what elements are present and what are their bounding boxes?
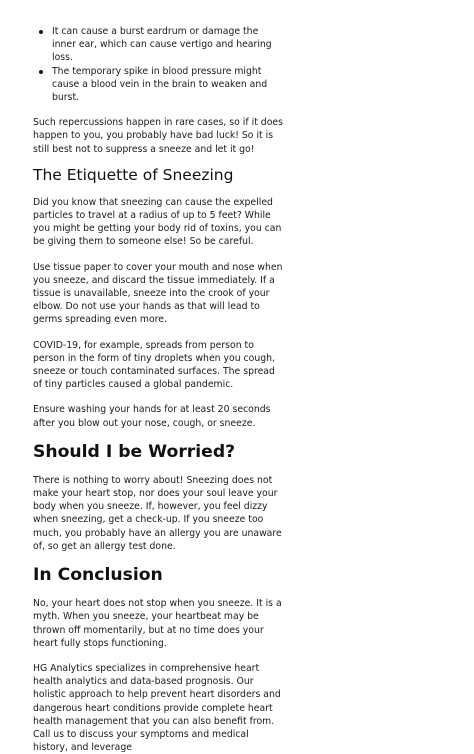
heading-etiquette: The Etiquette of Sneezing: [33, 165, 234, 184]
heading-worried: Should I be Worried?: [33, 441, 236, 462]
bullet-list: [33, 25, 285, 104]
article-body: [33, 25, 285, 754]
paragraph-covid: COVID-19, for example, spreads from person to person in the form of tiny droplets when you cough, sneeze or touch contaminated surfaces. The spread of tiny particles caused a global pandemic.: [33, 339, 275, 391]
bullet-icon: [39, 70, 43, 74]
paragraph-particles: Did you know that sneezing can cause the expelled particles to travel at a radius of up to 5 feet? While you might be getting your body rid of toxins, you can be giving them to someone else! So be careful.: [33, 196, 282, 248]
bullet-icon: [39, 30, 43, 34]
paragraph-nothing-to-worry: There is nothing to worry about! Sneezing does not make your heart stop, nor does your soul leave your body when you sneeze. If, however, you feel dizzy when sneezing, get a check-up. If you sneeze too much, you probably have an allergy you are unaware of, so get an allergy test done.: [33, 474, 282, 552]
list-item: [52, 65, 285, 105]
paragraph-myth: No, your heart does not stop when you sneeze. It is a myth. When you sneeze, your heartbeat may be thrown off momentarily, but at no time does your heart fully stops functioning.: [33, 598, 282, 649]
paragraph-hg-analytics: HG Analytics specializes in comprehensive heart health analytics and data-based prognosis. Our holistic approach to help prevent heart disorders and dangerous heart conditions provide complete heart health management that you can also benefit from. Call us to discuss your symptoms and medical history, and leverage: [33, 662, 281, 754]
paragraph-repercussions: Such repercussions happen in rare cases, so if it does happen to you, you probably have bad luck! So it is still best not to suppress a sneeze and let it go!: [33, 117, 283, 155]
paragraph-tissue: Use tissue paper to cover your mouth and nose when you sneeze, and discard the tissue immediately. If a tissue is unavailable, sneeze into the crook of your elbow. Do not use your hands as that will lead to germs spreading even more.: [33, 261, 283, 326]
paragraph-handwashing: Ensure washing your hands for at least 20 seconds after you blow out your nose, cough, or sneeze.: [33, 404, 271, 429]
heading-conclusion: In Conclusion: [33, 565, 163, 586]
bullet-text: It can cause a burst eardrum or damage the inner ear, which can cause vertigo and hearing loss.: [52, 26, 272, 64]
bullet-text: The temporary spike in blood pressure might cause a blood vein in the brain to weaken and burst.: [52, 65, 268, 104]
list-item: [52, 25, 285, 65]
